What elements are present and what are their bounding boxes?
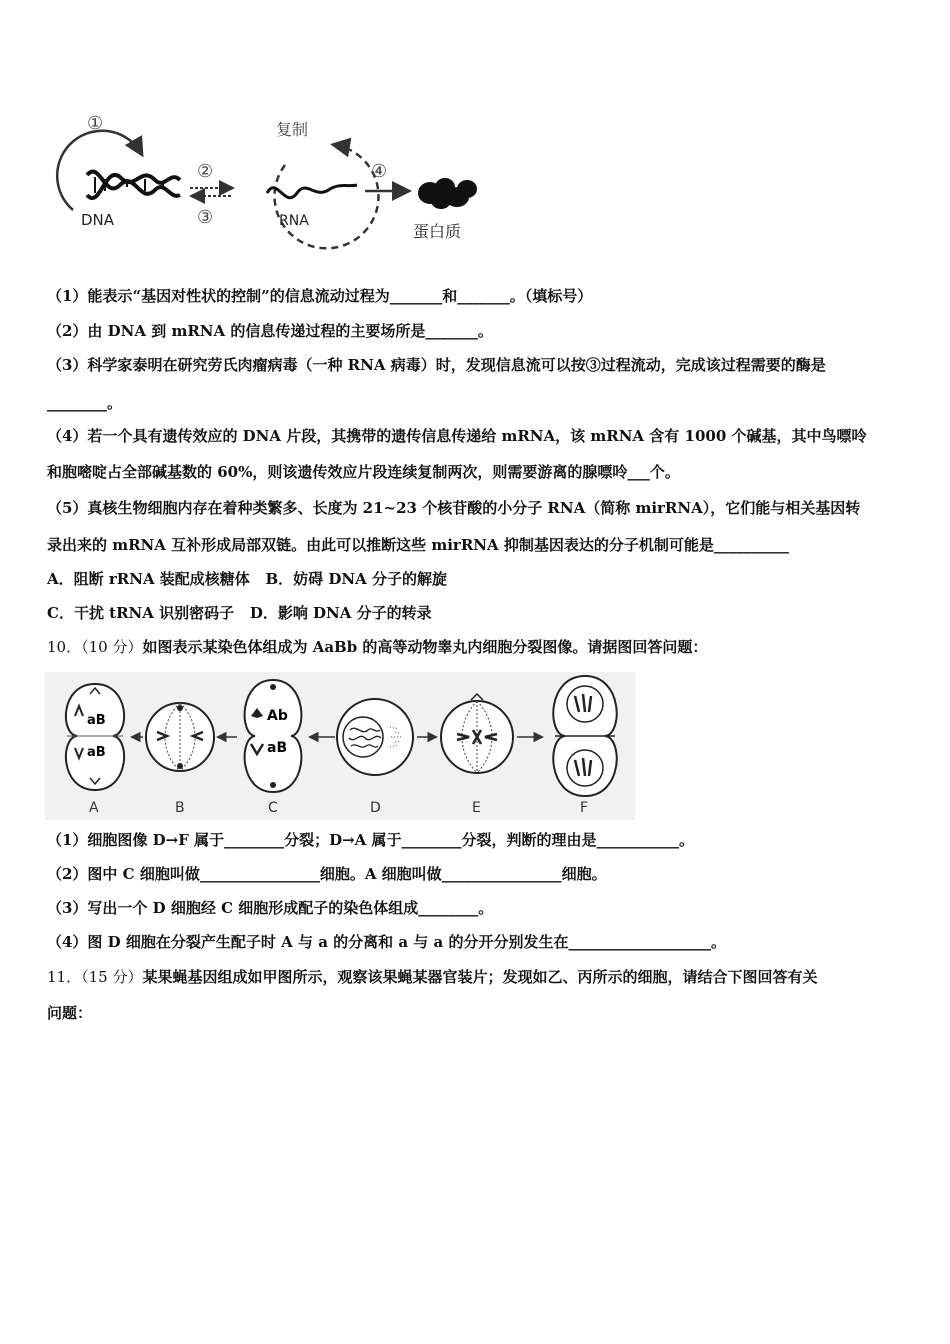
q10-part1: （1）细胞图像 D→F 属于________分裂；D→A 属于________分裂，判断的理由是___________。 [47, 831, 695, 849]
cell-a-top-genes: aB [87, 713, 106, 728]
q11-number: 11．（15 分） [47, 968, 143, 986]
cell-d [337, 699, 413, 775]
cell-b [146, 703, 214, 771]
cell-label-f: F [580, 800, 589, 816]
cell-f [553, 676, 616, 796]
cell-c-bottom-genes: aB [267, 740, 288, 756]
q9-part3: （3）科学家泰明在研究劳氏肉瘤病毒（一种 RNA 病毒）时，发现信息流可以按③过程流动，完成该过程需要的酶是 [47, 356, 826, 374]
protein-blob [418, 178, 477, 209]
replication-arrow-1 [57, 131, 141, 210]
rna-label: RNA [279, 213, 309, 229]
cell-label-c: C [268, 800, 278, 816]
cell-a [66, 684, 124, 790]
q9-part5: （5）真核生物细胞内存在着种类繁多、长度为 21~23 个核苷酸的小分子 RNA（简称 mirRNA），它们能与相关基因转 [47, 499, 861, 517]
q9-options-cd [47, 603, 432, 623]
q9-options-ab [47, 569, 447, 589]
q9-part2: （2）由 DNA 到 mRNA 的信息传递过程的主要场所是_______。 [47, 322, 493, 340]
q10-stem [47, 637, 707, 657]
cell-label-b: B [175, 800, 185, 816]
cell-a-bottom-genes: aB [87, 745, 106, 760]
replication-label: 复制 [276, 120, 309, 139]
option-a: A．阻断 rRNA 装配成核糖体 [47, 570, 250, 588]
cell-c-top-genes: Ab [267, 708, 288, 724]
q10-part3: （3）写出一个 D 细胞经 C 细胞形成配子的染色体组成________。 [47, 899, 494, 917]
cell-label-e: E [472, 800, 481, 816]
rna-strand [267, 185, 357, 198]
process-2-label: ② [197, 161, 214, 182]
option-c: C．干扰 tRNA 识别密码子 [47, 604, 235, 622]
option-d: D．影响 DNA 分子的转录 [249, 604, 432, 622]
q10-number: 10．（10 分） [47, 638, 143, 656]
q9-part5-cont: 录出来的 mRNA 互补形成局部双链。由此可以推断这些 mirRNA 抑制基因表达的分子机制可能是__________ [47, 536, 789, 554]
process-3-label: ③ [197, 207, 214, 228]
q9-part4: （4）若一个具有遗传效应的 DNA 片段，其携带的遗传信息传递给 mRNA，该 mRNA 含有 1000 个碱基，其中鸟嘌呤 [47, 427, 867, 445]
cell-label-a: A [89, 800, 99, 816]
q9-part1: （1）能表示“基因对性状的控制”的信息流动过程为_______和_______。（填标号） [47, 287, 593, 305]
cell-division-figure [45, 672, 635, 820]
q10-part4: （4）图 D 细胞在分裂产生配子时 A 与 a 的分离和 a 与 a 的分开分别发生在___________________。 [47, 933, 726, 951]
q9-part3-blank: ________。 [47, 394, 123, 412]
q11-stem-cont: 问题： [47, 1004, 93, 1022]
cell-label-d: D [370, 800, 381, 816]
cell-c [245, 680, 302, 792]
q11-stem [47, 967, 817, 987]
q11-stem-text: 某果蝇基因组成如甲图所示，观察该果蝇某器官装片；发现如乙、丙所示的细胞，请结合下图回答有关 [142, 968, 818, 986]
process-4-label: ④ [371, 161, 388, 182]
central-dogma-figure [45, 105, 495, 255]
process-1-label: ① [87, 113, 104, 134]
protein-label: 蛋白质 [413, 222, 462, 241]
q10-stem-text: 如图表示某染色体组成为 AaBb 的高等动物睾丸内细胞分裂图像。请据图回答问题： [142, 638, 708, 656]
dna-label: DNA [81, 211, 115, 229]
q9-part4-cont: 和胞嘧啶占全部碱基数的 60%，则该遗传效应片段连续复制两次，则需要游离的腺嘌呤___个。 [47, 463, 680, 481]
option-b: B．妨碍 DNA 分子的解旋 [265, 570, 447, 588]
dna-helix [87, 172, 180, 199]
q10-part2: （2）图中 C 细胞叫做________________细胞。A 细胞叫做________________细胞。 [47, 865, 607, 883]
